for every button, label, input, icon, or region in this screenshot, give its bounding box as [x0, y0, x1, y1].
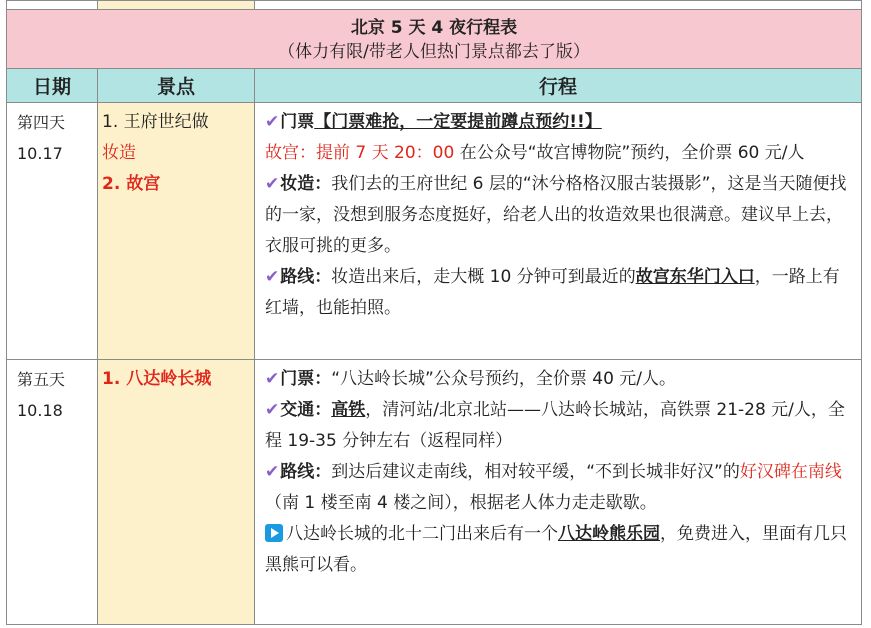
itinerary-table [6, 0, 862, 625]
header-date: 日期 [7, 69, 98, 103]
table-title-cell [7, 10, 862, 69]
check-icon: ✔ [265, 174, 280, 194]
check-icon: ✔ [265, 462, 280, 482]
header-row [7, 69, 862, 103]
makeup-para: ✔妆造：我们去的王府世纪 6 层的“沐兮格格汉服古装摄影”，这是当天随便找的一家，没想到服务态度挺好，给老人出的妆造效果也很满意。建议早上去，衣服可挑的更多。 [265, 174, 847, 256]
header-plan: 行程 [255, 69, 862, 103]
ticket-detail: 故宫：提前 7 天 20：00 在公众号“故宫博物院”预约，全价票 60 元/人 [265, 143, 805, 163]
date-label: 10.17 [17, 144, 63, 163]
spot-cell [98, 103, 255, 360]
route-para: ✔路线：到达后建议走南线，相对较平缓，“不到长城非好汉”的好汉碑在南线（南 1 楼至南 4 楼之间），根据老人体力走走歇歇。 [265, 462, 842, 513]
date-cell [7, 360, 98, 625]
tip-para: 八达岭长城的北十二门出来后有一个八达岭熊乐园，免费进入，里面有几只黑熊可以看。 [265, 524, 847, 575]
table-subtitle: （体力有限/带老人但热门景点都去了版） [278, 42, 590, 62]
header-spot: 景点 [98, 69, 255, 103]
spot-item: 1. 八达岭长城 [102, 369, 212, 389]
check-icon: ✔ [265, 267, 280, 287]
traffic-para: ✔交通：高铁，清河站/北京北站——八达岭长城站，高铁票 21-28 元/人，全程 19-35 分钟左右（返程同样） [265, 400, 845, 451]
spot-item: 1. 王府世纪做 [102, 112, 209, 132]
partial-previous-row [7, 1, 862, 10]
table-row [7, 103, 862, 360]
date-label: 10.18 [17, 401, 63, 420]
play-icon [265, 524, 283, 542]
check-icon: ✔ [265, 112, 280, 132]
ticket-para: ✔门票【门票难抢，一定要提前蹲点预约!!】 [265, 112, 602, 132]
table-title: 北京 5 天 4 夜行程表 [350, 18, 518, 38]
itinerary-page [6, 0, 861, 628]
day-label: 第五天 [17, 370, 66, 389]
plan-cell [255, 360, 862, 625]
ticket-para: ✔门票：“八达岭长城”公众号预约，全价票 40 元/人。 [265, 369, 677, 389]
spot-cell [98, 360, 255, 625]
route-para: ✔路线：妆造出来后，走大概 10 分钟可到最近的故宫东华门入口，一路上有红墙，也能拍照。 [265, 267, 840, 318]
day-label: 第四天 [17, 113, 66, 132]
table-row [7, 360, 862, 625]
spot-item-cont: 妆造 [102, 143, 136, 163]
date-cell [7, 103, 98, 360]
spot-item: 2. 故宫 [102, 174, 161, 194]
check-icon: ✔ [265, 400, 280, 420]
plan-cell [255, 103, 862, 360]
check-icon: ✔ [265, 369, 280, 389]
